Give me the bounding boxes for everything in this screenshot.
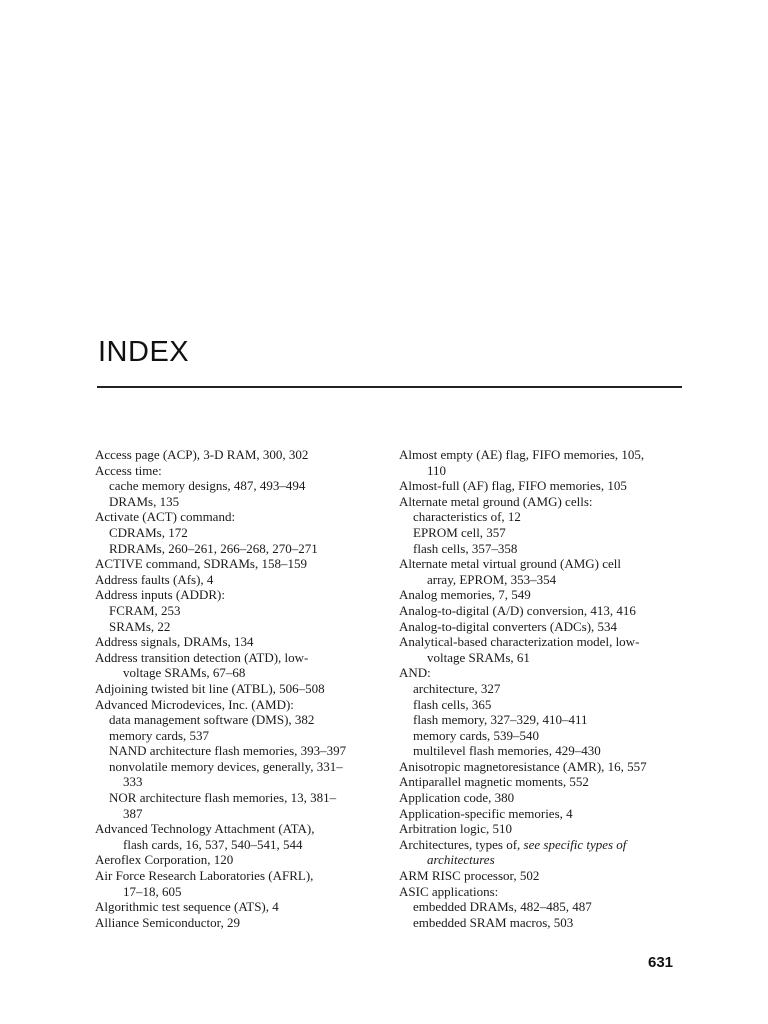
index-entry-text: DRAMs, 135 <box>109 493 180 509</box>
index-entry-text: AND: <box>399 665 431 681</box>
index-entry <box>399 899 689 915</box>
index-entry-text: Algorithmic test sequence (ATS), 4 <box>95 899 279 915</box>
page-number: 631 <box>648 954 674 971</box>
index-entry <box>399 852 689 868</box>
index-entry <box>399 774 689 790</box>
index-entry-text: flash memory, 327–329, 410–411 <box>413 712 588 728</box>
index-entry <box>399 743 689 759</box>
index-entry-text: Alliance Semiconductor, 29 <box>95 914 240 930</box>
index-cross-reference: architectures <box>427 852 495 868</box>
index-entry-text: 387 <box>123 805 143 821</box>
index-entry-text: Address transition detection (ATD), low- <box>95 649 309 665</box>
index-entry <box>399 509 689 525</box>
index-entry-text: Aeroflex Corporation, 120 <box>95 852 234 868</box>
index-entry <box>399 525 689 541</box>
index-entry <box>399 915 689 931</box>
index-entry-text: flash cells, 357–358 <box>413 540 518 556</box>
index-entry-text: NAND architecture flash memories, 393–397 <box>109 743 347 759</box>
index-entry-text: Application code, 380 <box>399 790 515 806</box>
index-entry <box>95 541 385 557</box>
index-entry-text: Advanced Technology Attachment (ATA), <box>95 821 315 837</box>
index-entry <box>95 899 385 915</box>
index-entry-text: 17–18, 605 <box>123 883 182 899</box>
index-entry <box>399 463 689 479</box>
index-entry <box>399 650 689 666</box>
index-entry <box>399 837 689 853</box>
index-entry-text: embedded DRAMs, 482–485, 487 <box>413 899 592 915</box>
index-entry <box>95 728 385 744</box>
index-entry <box>95 759 385 775</box>
index-entry <box>95 587 385 603</box>
index-entry <box>399 759 689 775</box>
index-cross-reference: see specific types of <box>523 836 627 852</box>
index-entry-text: Activate (ACT) command: <box>95 509 236 525</box>
index-entry <box>95 572 385 588</box>
index-entry-text: Antiparallel magnetic moments, 552 <box>399 774 589 790</box>
index-entry-text: cache memory designs, 487, 493–494 <box>109 478 306 494</box>
index-entry <box>95 681 385 697</box>
index-entry <box>95 697 385 713</box>
index-entry-text: nonvolatile memory devices, generally, 331– <box>109 758 343 774</box>
index-entry-text: flash cards, 16, 537, 540–541, 544 <box>123 836 303 852</box>
index-entry <box>95 806 385 822</box>
index-entry <box>399 868 689 884</box>
index-entry-text: Arbitration logic, 510 <box>399 821 513 837</box>
index-entry-text: Address faults (Afs), 4 <box>95 571 214 587</box>
index-entry-text: voltage SRAMs, 61 <box>427 649 530 665</box>
index-entry <box>399 806 689 822</box>
index-entry-text: data management software (DMS), 382 <box>109 712 315 728</box>
index-entry-text: Address inputs (ADDR): <box>95 587 225 603</box>
index-entry <box>95 774 385 790</box>
index-entry-text: Air Force Research Laboratories (AFRL), <box>95 868 314 884</box>
index-entry-text: flash cells, 365 <box>413 696 492 712</box>
index-entry-text: Address signals, DRAMs, 134 <box>95 634 254 650</box>
index-entry <box>95 665 385 681</box>
index-entry <box>95 447 385 463</box>
index-entry <box>399 572 689 588</box>
index-entry <box>399 494 689 510</box>
index-entry <box>95 478 385 494</box>
index-entry <box>399 447 689 463</box>
index-entry-text: 333 <box>123 774 143 790</box>
index-entry-text: ACTIVE command, SDRAMs, 158–159 <box>95 556 307 572</box>
index-entry-text: Almost empty (AE) flag, FIFO memories, 105, <box>399 447 645 462</box>
index-entry-text: Analytical-based characterization model, low- <box>399 634 640 650</box>
index-entry-text: Architectures, types of, <box>399 836 524 852</box>
index-entry-text: Application-specific memories, 4 <box>399 805 573 821</box>
index-entry <box>95 619 385 635</box>
index-entry <box>399 619 689 635</box>
index-entry <box>399 728 689 744</box>
index-entry <box>95 634 385 650</box>
index-entry <box>95 712 385 728</box>
index-entry <box>95 494 385 510</box>
index-entry <box>399 681 689 697</box>
page-title: INDEX <box>98 336 190 368</box>
index-entry-text: voltage SRAMs, 67–68 <box>123 665 246 681</box>
index-entry-text: RDRAMs, 260–261, 266–268, 270–271 <box>109 540 318 556</box>
index-entry-text: 110 <box>427 462 447 478</box>
index-column-right <box>399 447 689 930</box>
index-entry-text: ASIC applications: <box>399 883 499 899</box>
index-entry <box>399 634 689 650</box>
index-entry <box>95 915 385 931</box>
index-entry <box>95 743 385 759</box>
index-entry <box>399 884 689 900</box>
index-entry-text: CDRAMs, 172 <box>109 524 188 540</box>
index-entry <box>399 478 689 494</box>
index-entry-text: array, EPROM, 353–354 <box>427 571 557 587</box>
index-entry-text: Adjoining twisted bit line (ATBL), 506–508 <box>95 680 325 696</box>
index-entry <box>95 790 385 806</box>
index-entry <box>399 790 689 806</box>
index-entry-text: SRAMs, 22 <box>109 618 171 634</box>
index-entry <box>95 852 385 868</box>
index-entry-text: Alternate metal virtual ground (AMG) cell <box>399 556 622 572</box>
index-entry-text: characteristics of, 12 <box>413 509 521 525</box>
index-entry-text: ARM RISC processor, 502 <box>399 868 540 884</box>
index-entry-text: Access page (ACP), 3-D RAM, 300, 302 <box>95 447 309 462</box>
index-entry <box>399 541 689 557</box>
index-entry <box>95 650 385 666</box>
index-column-left <box>95 447 385 930</box>
index-entry <box>95 837 385 853</box>
index-entry-text: Anisotropic magnetoresistance (AMR), 16, 557 <box>399 758 647 774</box>
index-entry <box>399 665 689 681</box>
index-entry <box>399 556 689 572</box>
index-entry-text: memory cards, 537 <box>109 727 210 743</box>
index-entry-text: embedded SRAM macros, 503 <box>413 914 574 930</box>
index-entry-text: FCRAM, 253 <box>109 602 181 618</box>
index-entry <box>399 603 689 619</box>
index-entry <box>95 884 385 900</box>
index-entry-text: multilevel flash memories, 429–430 <box>413 743 601 759</box>
index-entry <box>95 509 385 525</box>
index-entry <box>95 525 385 541</box>
index-entry <box>399 821 689 837</box>
index-entry <box>399 712 689 728</box>
index-entry <box>95 603 385 619</box>
index-entry-text: Access time: <box>95 462 162 478</box>
index-entry <box>95 556 385 572</box>
index-entry-text: Analog-to-digital (A/D) conversion, 413, 416 <box>399 602 636 618</box>
index-entry <box>399 587 689 603</box>
index-entry-text: Alternate metal ground (AMG) cells: <box>399 493 593 509</box>
index-entry-text: Almost-full (AF) flag, FIFO memories, 105 <box>399 478 627 494</box>
index-entry <box>399 697 689 713</box>
index-entry-text: Analog memories, 7, 549 <box>399 587 531 603</box>
index-entry <box>95 821 385 837</box>
index-entry-text: Advanced Microdevices, Inc. (AMD): <box>95 696 294 712</box>
index-entry-text: architecture, 327 <box>413 680 501 696</box>
index-entry <box>95 463 385 479</box>
index-entry <box>95 868 385 884</box>
index-entry-text: EPROM cell, 357 <box>413 524 506 540</box>
index-entry-text: memory cards, 539–540 <box>413 727 540 743</box>
index-entry-text: NOR architecture flash memories, 13, 381– <box>109 790 337 806</box>
index-entry-text: Analog-to-digital converters (ADCs), 534 <box>399 618 618 634</box>
title-rule <box>97 386 682 388</box>
